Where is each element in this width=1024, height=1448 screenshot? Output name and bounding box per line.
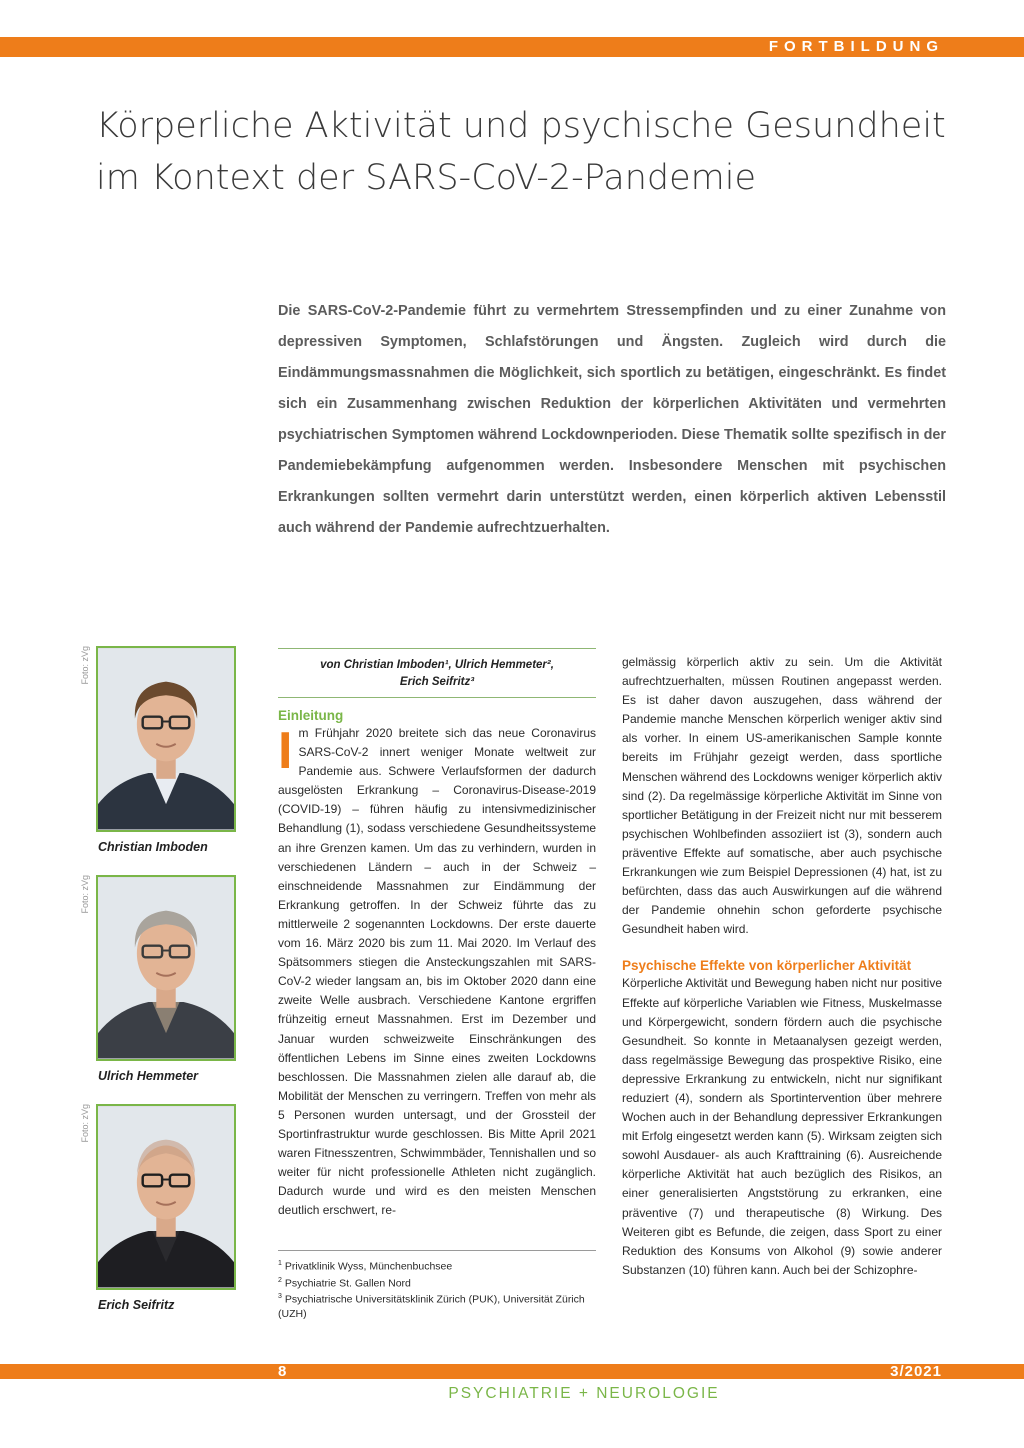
- drop-cap: I: [278, 722, 293, 780]
- column-intro: [278, 648, 596, 1320]
- author-caption: Erich Seifritz: [98, 1298, 175, 1312]
- article-abstract: Die SARS-CoV-2-Pandemie führt zu vermehrtem Stressempfinden und zu einer Zunahme von depressiven Symptomen, Schlafstörungen und Ängsten. Zugleich wird durch die Eindämmungsmassnahmen die Möglichkeit, sich sportlich zu betätigen, eingeschränkt. Es findet sich ein Zusammenhang zwischen Reduktion der körperlichen Aktivitäten und vermehrten psychiatrischen Symptomen während Lockdownperioden. Diese Thematik sollte spezifisch in der Pandemiebekämpfung aufgenommen werden. Insbesondere Menschen mit psychischen Erkrankungen sollten vermehrt darin unterstützt werden, einen körperlich aktiven Lebensstil auch während der Pandemie aufrechtzuerhalten.: [278, 303, 946, 536]
- portrait-image: [98, 648, 234, 830]
- author-photo: [96, 646, 236, 832]
- page-number: 8: [278, 1363, 287, 1380]
- article-title: Körperliche Aktivität und psychische Gesundheit im Kontext der SARS-CoV-2-Pandemie: [96, 106, 946, 198]
- body-paragraph: Körperliche Aktivität und Bewegung haben nicht nur positive Effekte auf körperliche Variablen wie Fitness, Muskelmasse und Körpergewicht, sondern fördern auch die psychische Gesundheit. So konnte in Metaanalysen gezeigt werden, dass regelmässige Bewegung das prospektive Risiko, eine depressive Erkrankung zu entwickeln, nicht nur signifikant reduziert (4), sondern als Sportintervention über mehrere Wochen auch in der Behandlung depressiver Erkrankungen mit Erfolg eingesetzt werden kann (5). Wirksam zeigten sich sowohl Ausdauer- als auch Krafttraining (6). Ausreichende körperliche Aktivität hat auch bezüglich des Risikos, an einer generalisierten Angststörung zu erkranken, eine präventive (7) und therapeutische (8) Wirkung. Des Weiteren gibt es Befunde, die zeigen, dass Sport zu einer Reduktion des Konsums von Alkohol (9) sowie anderer Substanzen (10) führen kann. Auch bei der Schizophre-: [622, 976, 942, 1277]
- paragraph-text: m Frühjahr 2020 breitete sich das neue Coronavirus SARS-CoV-2 innert weniger Monate weltweit zur Pandemie aus. Schwere Verlaufsformen der dadurch ausgelösten Erkrankung – Coronavirus-Disease-2019 (COVID-19) – führen häufig zu intensivmedizinischer Behandlung (1), sodass verschiedene Gesundheitssysteme an ihre Grenzen kamen. Um das zu verhindern, wurden in verschiedenen Ländern – auch in der Schweiz – einschneidende Massnahmen zur Eindämmung der Erkrankung getroffen. In der Schweiz führte das zu mittlerweile 2 sogenannten Lockdowns. Der erste dauerte vom 16. März 2020 bis zum 11. Mai 2020. Im Verlauf des Spätsommers stiegen die Ansteckungszahlen mit SARS-CoV-2 wieder langsam an, bis im Oktober 2020 dann eine zweite Welle ausbrach. Verschiedene Kantone ergriffen frühzeitig erneut Massnahmen. Erst im Dezember und Januar wurden schweizweite Einschränkungen des öffentlichen Lebens im Sinne eines zweiten Lockdowns beschlossen. Die Massnahmen zielen alle darauf ab, die Mobilität der Menschen zu verringern. Treffen von mehr als 5 Personen wurden untersagt, und der Grossteil der Sportinfrastruktur wurde geschlossen. Bis Mitte April 2021 waren Fitnesszentren, Schwimmbäder, Tennishallen und so weiter für nicht professionelle Athleten nicht zugänglich. Dadurch wurde und wird es den meisten Menschen deutlich erschwert, re-: [278, 726, 596, 1218]
- photo-credit: Foto: zVg: [80, 646, 90, 685]
- section-label: FORTBILDUNG: [768, 38, 944, 55]
- portrait-image: [98, 1106, 234, 1288]
- byline: [278, 648, 596, 698]
- photo-credit: Foto: zVg: [80, 1104, 90, 1143]
- author-caption: Ulrich Hemmeter: [98, 1069, 199, 1083]
- body-paragraph: [278, 724, 596, 1220]
- footer-bar: [0, 1364, 1024, 1379]
- column-main: [622, 653, 942, 1280]
- issue-number: 3/2021: [890, 1363, 942, 1380]
- author-photo: [96, 1104, 236, 1290]
- byline-line: von Christian Imboden¹, Ulrich Hemmeter²,: [320, 659, 554, 671]
- footnote: $^2$ Psychiatrie St. Gallen Nord: [278, 1276, 411, 1289]
- section-heading: Einleitung: [278, 708, 344, 723]
- byline-line: Erich Seifritz³: [399, 676, 475, 688]
- author-photo: [96, 875, 236, 1061]
- section-heading: Psychische Effekte von körperlicher Aktivität: [622, 958, 912, 974]
- journal-name: PSYCHIATRIE + NEUROLOGIE: [448, 1385, 720, 1402]
- photo-credit: Foto: zVg: [80, 875, 90, 914]
- author-caption: Christian Imboden: [98, 840, 208, 854]
- body-paragraph: gelmässig körperlich aktiv zu sein. Um die Aktivität aufrechtzuerhalten, müssen Routinen angepasst werden. Es ist daher davon auszugehen, dass während der Pandemie manche Menschen körperlich weniger aktiv sind als vorher. In einem US-amerikanischen Sample konnte bereits im Frühjahr gezeigt werden, dass sportliche Menschen während des Lockdowns weniger körperlich aktiv sind (2). Da regelmässige körperliche Aktivität im Sinne von sportlicher Betätigung in der Freizeit nicht nur mit besserem psychischen Wohlbefinden assoziiert ist (3), sondern auch präventive Effekte auf somatische, aber auch psychische Erkrankungen wie zum Beispiel Depressionen (4) hat, ist zu befürchten, dass das auch Auswirkungen auf die während der Pandemie ohnehin schon geforderte psychische Gesundheit haben wird.: [622, 655, 942, 937]
- footnote: $^3$ Psychiatrische Universitätsklinik Zürich (PUK), Universität Zürich (UZH): [278, 1293, 585, 1320]
- footnotes: [278, 1250, 596, 1321]
- header-bar: [0, 37, 1024, 57]
- footnote: $^1$ Privatklinik Wyss, Münchenbuchsee: [278, 1260, 453, 1273]
- portrait-image: [98, 877, 234, 1059]
